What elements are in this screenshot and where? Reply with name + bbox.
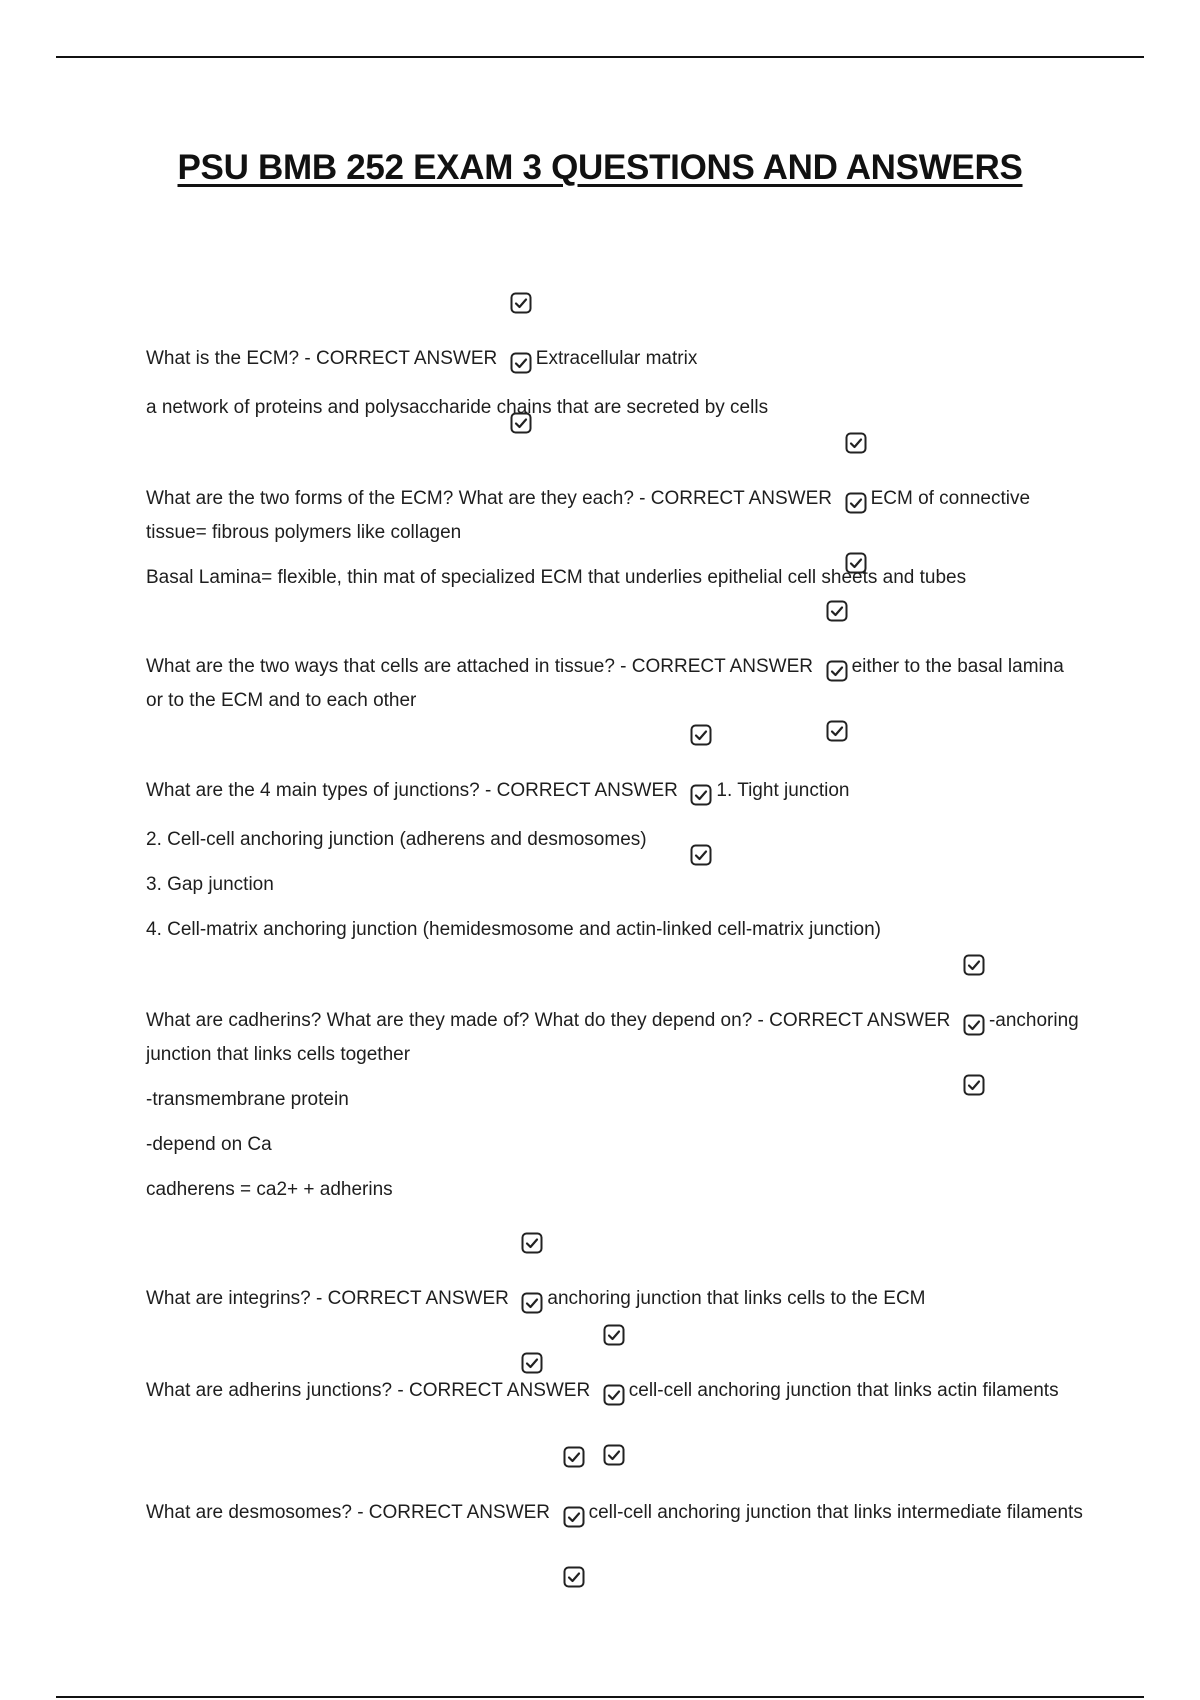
question-line	[146, 1352, 1086, 1532]
checkbox-checked-icon	[563, 1506, 585, 1528]
checkbox-checked-icon	[510, 232, 532, 254]
answer-text: -anchoring junction that links cells together	[146, 1010, 1084, 1065]
checkbox-checked-icon	[510, 292, 532, 314]
checkbox-checked-icon	[845, 372, 867, 394]
answer-check-marks	[680, 630, 717, 810]
question-text: What are adherins junctions? - CORRECT ANSWER	[146, 1380, 591, 1401]
answer-check-marks	[552, 1352, 589, 1532]
answer-text: anchoring junction that links cells to the ECM	[547, 1288, 926, 1309]
checkbox-checked-icon	[603, 1324, 625, 1346]
answer-check-marks	[952, 860, 989, 1040]
question-text: What are the 4 main types of junctions? - CORRECT ANSWER	[146, 780, 678, 801]
bottom-rule	[56, 1696, 1144, 1698]
checkbox-checked-icon	[563, 1446, 585, 1468]
answer-text: ECM of connective tissue= fibrous polymers like collagen	[146, 488, 1036, 543]
checkbox-checked-icon	[963, 1014, 985, 1036]
question-line	[146, 860, 1086, 1070]
answer-text: cell-cell anchoring junction that links actin filaments	[628, 1380, 1059, 1401]
checkbox-checked-icon	[521, 1172, 543, 1194]
checkbox-checked-icon	[845, 432, 867, 454]
answer-check-marks	[834, 338, 871, 518]
checkbox-checked-icon	[603, 1264, 625, 1286]
checkbox-checked-icon	[826, 540, 848, 562]
answer-line: 4. Cell-matrix anchoring junction (hemidesmosome and actin-linked cell-matrix junction)	[146, 919, 881, 940]
checkbox-checked-icon	[690, 724, 712, 746]
answer-text: cell-cell anchoring junction that links intermediate filaments	[588, 1502, 1083, 1523]
question-text: What are integrins? - CORRECT ANSWER	[146, 1288, 509, 1309]
answer-line: 2. Cell-cell anchoring junction (adherens and desmosomes)	[146, 829, 647, 850]
answer-text: either to the basal lamina or to the ECM and to each other	[146, 656, 1070, 711]
question-text: What are cadherins? What are they made of? What do they depend on? - CORRECT ANSWER	[146, 1010, 951, 1031]
checkbox-checked-icon	[826, 600, 848, 622]
question-line	[146, 630, 1086, 810]
checkbox-checked-icon	[690, 784, 712, 806]
question-text: What are the two forms of the ECM? What are they each? - CORRECT ANSWER	[146, 488, 832, 509]
checkbox-checked-icon	[563, 1386, 585, 1408]
checkbox-checked-icon	[963, 894, 985, 916]
answer-text: Extracellular matrix	[535, 348, 698, 369]
question-text: What are the two ways that cells are attached in tissue? - CORRECT ANSWER	[146, 656, 814, 677]
top-rule	[56, 56, 1144, 58]
answer-line: -depend on Ca	[146, 1134, 272, 1155]
answer-line: cadherens = ca2+ + adherins	[146, 1179, 393, 1200]
qa-item	[146, 1352, 1086, 1532]
answer-line: a network of proteins and polysaccharide chains that are secreted by cells	[146, 397, 769, 418]
checkbox-checked-icon	[690, 664, 712, 686]
answer-line: 3. Gap junction	[146, 874, 274, 895]
question-text: What are desmosomes? - CORRECT ANSWER	[146, 1502, 551, 1523]
document-title: PSU BMB 252 EXAM 3 QUESTIONS AND ANSWERS	[177, 148, 1023, 187]
checkbox-checked-icon	[963, 954, 985, 976]
answer-line: -transmembrane protein	[146, 1089, 349, 1110]
answer-line: Basal Lamina= flexible, thin mat of specialized ECM that underlies epithelial cell sheets and tubes	[146, 567, 967, 588]
answer-text: 1. Tight junction	[716, 780, 850, 801]
question-text: What is the ECM? - CORRECT ANSWER	[146, 348, 498, 369]
